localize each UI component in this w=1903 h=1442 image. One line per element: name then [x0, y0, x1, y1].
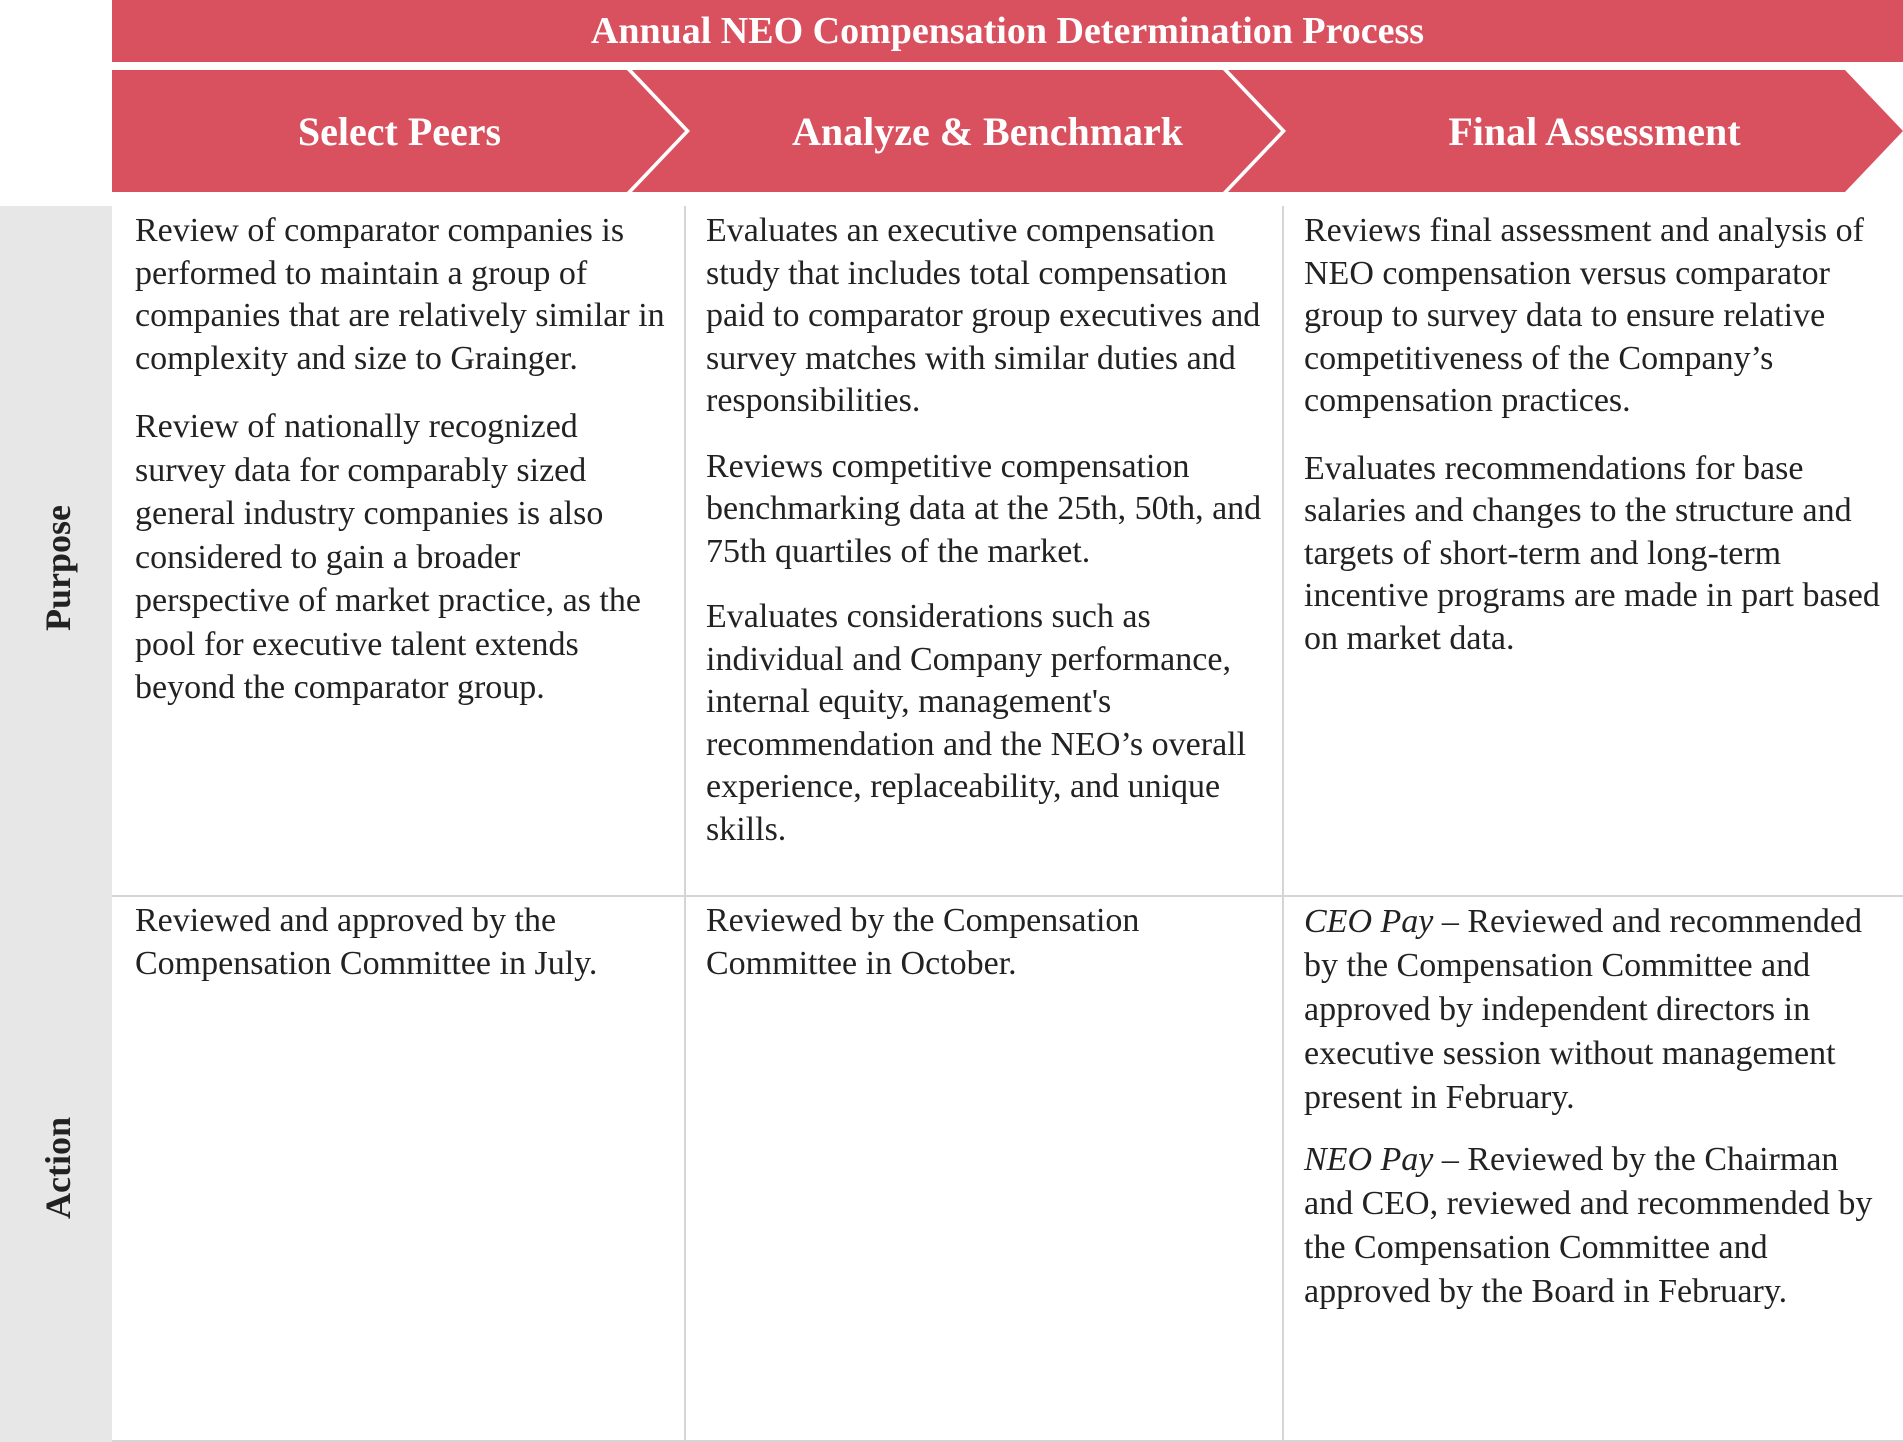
purpose-select-peers: Review of comparator companies is performed to maintain a group of companies that are relatively similar in complexity and size to Grainger. Review of nationally recognized survey data for comparably sized general industry companies is also considered to gain a broader perspective of market practice, as the pool for executive talent extends beyond the comparator group.: [135, 212, 665, 706]
step-analyze-benchmark: Analyze & Benchmark: [791, 108, 1184, 154]
row-label-column: [0, 206, 112, 1442]
row-divider: [112, 895, 1903, 897]
action-final-assessment: CEO Pay – Reviewed and recommended by the Compensation Committee and approved by independent directors in executive session without management present in February. NEO Pay – Reviewed by the Chairman and CEO, reviewed and recommended by the Compensation Committee and approved by the Board in February.: [1304, 903, 1873, 1310]
step-final-assessment: Final Assessment: [1448, 108, 1741, 154]
ceo-pay-label: CEO Pay: [1304, 903, 1434, 940]
process-title: Annual NEO Compensation Determination Process: [112, 0, 1903, 62]
neo-pay-label: NEO Pay: [1304, 1141, 1434, 1178]
purpose-final-assessment: Reviews final assessment and analysis of NEO compensation versus comparator group to survey data to ensure relative competitiveness of the Company’s compensation practices. Evaluates recommendations for base salaries and changes to the structure and targets of short-term and long-term incentive programs are made in part based on market data.: [1304, 212, 1880, 657]
purpose-analyze-benchmark: Evaluates an executive compensation study that includes total compensation paid to comparator group executives and survey matches with similar duties and responsibilities. Reviews competitive compensation benchmarking data at the 25th, 50th, and 75th quartiles of the market. Evaluates considerations such as individual and Company performance, internal equity, management's recommendation and the NEO’s overall experience, replaceability, and unique skills.: [706, 212, 1262, 848]
column-divider: [684, 206, 686, 1442]
step-select-peers: Select Peers: [297, 108, 502, 154]
row-label-purpose: Purpose: [38, 505, 78, 631]
row-label-action: Action: [38, 1117, 78, 1219]
column-divider: [1282, 206, 1284, 1442]
action-analyze-benchmark: Reviewed by the Compensation Committee in October.: [706, 902, 1140, 982]
action-select-peers: Reviewed and approved by the Compensation Committee in July.: [135, 902, 598, 982]
